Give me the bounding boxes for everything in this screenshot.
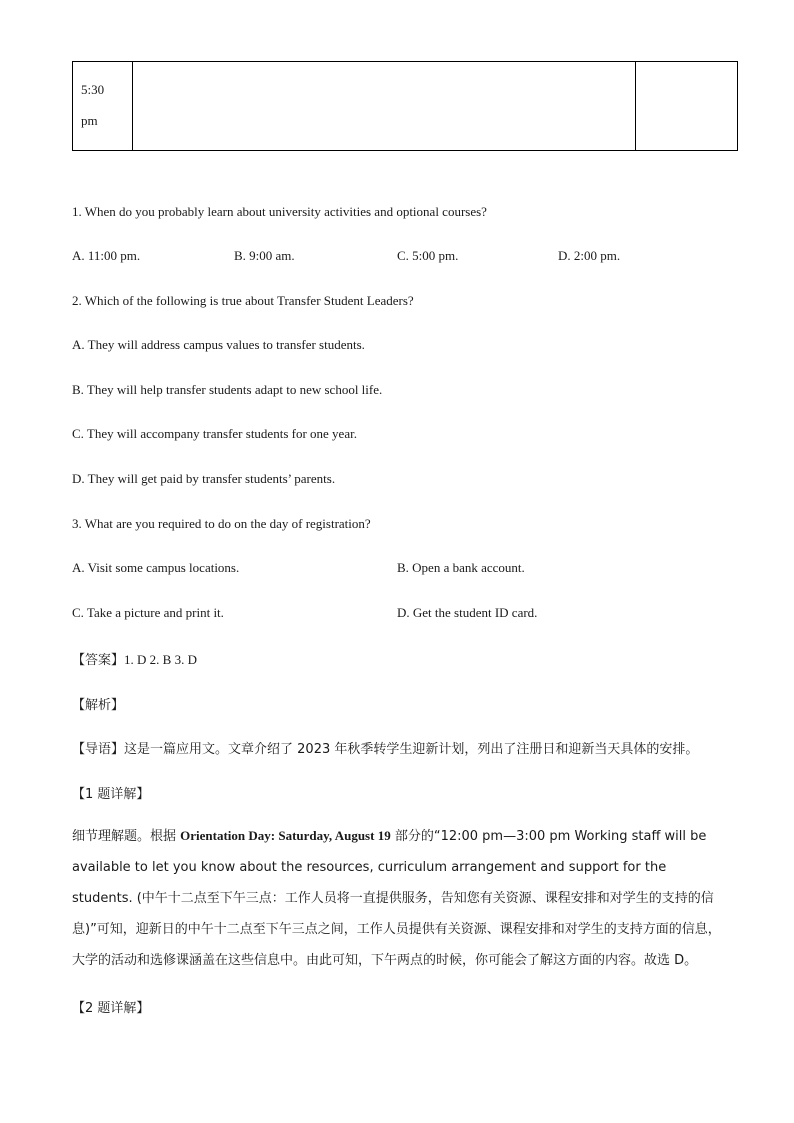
q2-option-a: A. They will address campus values to transfer students. bbox=[72, 337, 365, 352]
q1-stem: 1. When do you probably learn about university activities and optional courses? bbox=[72, 204, 487, 219]
q2-option-c: C. They will accompany transfer students for one year. bbox=[72, 426, 357, 441]
time-cell bbox=[73, 62, 133, 150]
q3-stem: 3. What are you required to do on the day of registration? bbox=[72, 516, 371, 531]
intro-label: 【导语】 bbox=[72, 742, 125, 757]
answer-text: 1. D 2. B 3. D bbox=[124, 652, 197, 667]
answer-label: 【答案】 bbox=[72, 653, 125, 668]
answer-line bbox=[72, 649, 197, 668]
detail-1-pre: 细节理解题。根据 bbox=[72, 829, 181, 844]
intro-line bbox=[72, 738, 698, 757]
analysis-label: 【解析】 bbox=[72, 698, 125, 713]
q1-option-d: D. 2:00 pm. bbox=[558, 248, 621, 263]
time-line-2: pm bbox=[81, 113, 98, 128]
detail-2-heading: 【2 题详解】 bbox=[72, 1001, 150, 1016]
q3-option-c: C. Take a picture and print it. bbox=[72, 605, 224, 620]
activity-cell bbox=[133, 62, 636, 150]
q3-option-b: B. Open a bank account. bbox=[397, 560, 525, 575]
location-cell bbox=[636, 62, 737, 150]
q2-stem: 2. Which of the following is true about Transfer Student Leaders? bbox=[72, 293, 414, 308]
q1-option-b: B. 9:00 am. bbox=[234, 248, 295, 263]
q3-option-d: D. Get the student ID card. bbox=[397, 605, 538, 620]
schedule-table-row bbox=[72, 61, 738, 151]
q2-option-b: B. They will help transfer students adapt to new school life. bbox=[72, 382, 383, 397]
detail-1-section-name: Orientation Day: Saturday, August 19 bbox=[180, 828, 391, 843]
time-line-1: 5:30 bbox=[81, 82, 105, 97]
detail-1-post: 部分的“12:00 pm—3:00 pm Working staff will be available to let you know about the resources, curriculum arrangement and support for the students. (中午十二点至下午三点：工作人员将一直提供服务，告知您有关资源、课程安排和对学生的支持的信息)”可知，迎新日的中午十二点至下午三点之间，工作人员提供有关资源、课程安排和对学生的支持方面的信息，大学的活动和选修课涵盖在这些信息中。由此可知，下午两点的时候，你可能会了解这方面的内容。故选 D。 bbox=[72, 829, 721, 968]
q2-option-d: D. They will get paid by transfer students’ parents. bbox=[72, 471, 336, 486]
q1-option-c: C. 5:00 pm. bbox=[397, 248, 459, 263]
detail-1-heading: 【1 题详解】 bbox=[72, 787, 150, 802]
detail-1-paragraph bbox=[72, 820, 727, 976]
q1-option-a: A. 11:00 pm. bbox=[72, 248, 141, 263]
intro-text: 这是一篇应用文。文章介绍了 2023 年秋季转学生迎新计划，列出了注册日和迎新当天具体的安排。 bbox=[124, 742, 699, 757]
q3-option-a: A. Visit some campus locations. bbox=[72, 560, 240, 575]
